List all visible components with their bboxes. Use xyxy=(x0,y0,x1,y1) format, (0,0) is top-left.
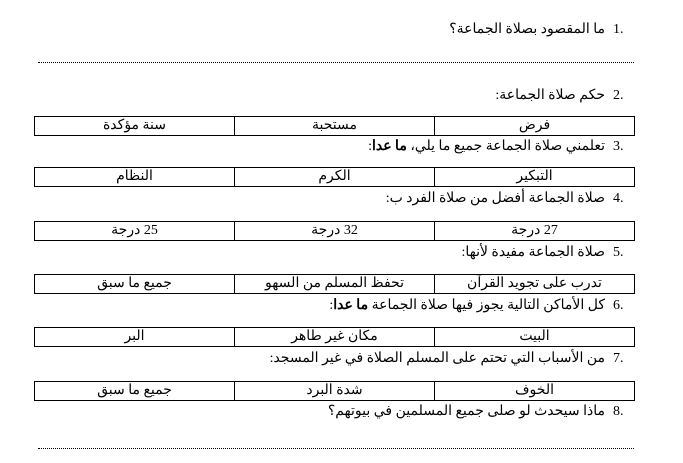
options-table-q7 xyxy=(34,381,635,401)
answer-line[interactable] xyxy=(38,448,634,449)
option-1[interactable]: فرض xyxy=(435,117,635,136)
question-number: 2. xyxy=(613,88,624,103)
option-1[interactable]: 27 درجة xyxy=(435,222,635,241)
question-4 xyxy=(34,191,637,207)
question-number: 7. xyxy=(613,351,624,366)
options-table-q3 xyxy=(34,167,635,187)
option-2[interactable]: 32 درجة xyxy=(235,222,435,241)
question-text: من الأسباب التي تحتم على المسلم الصلاة في غير المسجد: xyxy=(269,351,605,366)
option-1[interactable]: الخوف xyxy=(435,382,635,401)
question-1 xyxy=(34,22,637,38)
question-8 xyxy=(34,404,637,420)
question-6 xyxy=(34,298,637,314)
question-emphasis: ما عدا xyxy=(371,139,407,154)
option-1[interactable]: البيت xyxy=(435,328,635,347)
option-2[interactable]: الكرم xyxy=(235,168,435,187)
option-3[interactable]: جميع ما سبق xyxy=(35,382,235,401)
question-5 xyxy=(34,245,637,261)
question-2 xyxy=(34,88,637,104)
option-1[interactable]: تدرب على تجويد القرآن xyxy=(435,275,635,294)
options-table-q2 xyxy=(34,116,635,136)
question-3 xyxy=(34,139,637,155)
question-number: 1. xyxy=(613,22,624,37)
question-number: 3. xyxy=(613,139,624,154)
option-2[interactable]: تحفظ المسلم من السهو xyxy=(235,275,435,294)
answer-line[interactable] xyxy=(38,62,634,63)
option-3[interactable]: البر xyxy=(35,328,235,347)
option-3[interactable]: 25 درجة xyxy=(35,222,235,241)
question-text: تعلمني صلاة الجماعة جميع ما يلي، xyxy=(406,139,605,154)
options-table-q5 xyxy=(34,274,635,294)
option-1[interactable]: التبكير xyxy=(435,168,635,187)
question-emphasis: ما عدا xyxy=(333,298,369,313)
question-number: 4. xyxy=(613,191,624,206)
option-3[interactable]: سنة مؤكدة xyxy=(35,117,235,136)
question-number: 5. xyxy=(613,245,624,260)
question-7 xyxy=(34,351,637,367)
question-text: ماذا سيحدث لو صلى جميع المسلمين في بيوتهم؟ xyxy=(327,404,605,419)
option-2[interactable]: شدة البرد xyxy=(235,382,435,401)
option-3[interactable]: جميع ما سبق xyxy=(35,275,235,294)
question-text: ما المقصود بصلاة الجماعة؟ xyxy=(449,22,605,37)
option-2[interactable]: مكان غير طاهر xyxy=(235,328,435,347)
question-tail: : xyxy=(329,298,334,313)
options-table-q6 xyxy=(34,327,635,347)
question-number: 6. xyxy=(613,298,624,313)
question-number: 8. xyxy=(613,404,624,419)
question-text: كل الأماكن التالية يجوز فيها صلاة الجماعة xyxy=(368,298,605,313)
question-text: صلاة الجماعة أفضل من صلاة الفرد ب: xyxy=(385,191,605,206)
option-3[interactable]: النظام xyxy=(35,168,235,187)
options-table-q4 xyxy=(34,221,635,241)
option-2[interactable]: مستحبة xyxy=(235,117,435,136)
question-text: صلاة الجماعة مفيدة لأنها: xyxy=(461,245,605,260)
question-tail: : xyxy=(368,139,372,154)
question-text: حكم صلاة الجماعة: xyxy=(495,88,605,103)
